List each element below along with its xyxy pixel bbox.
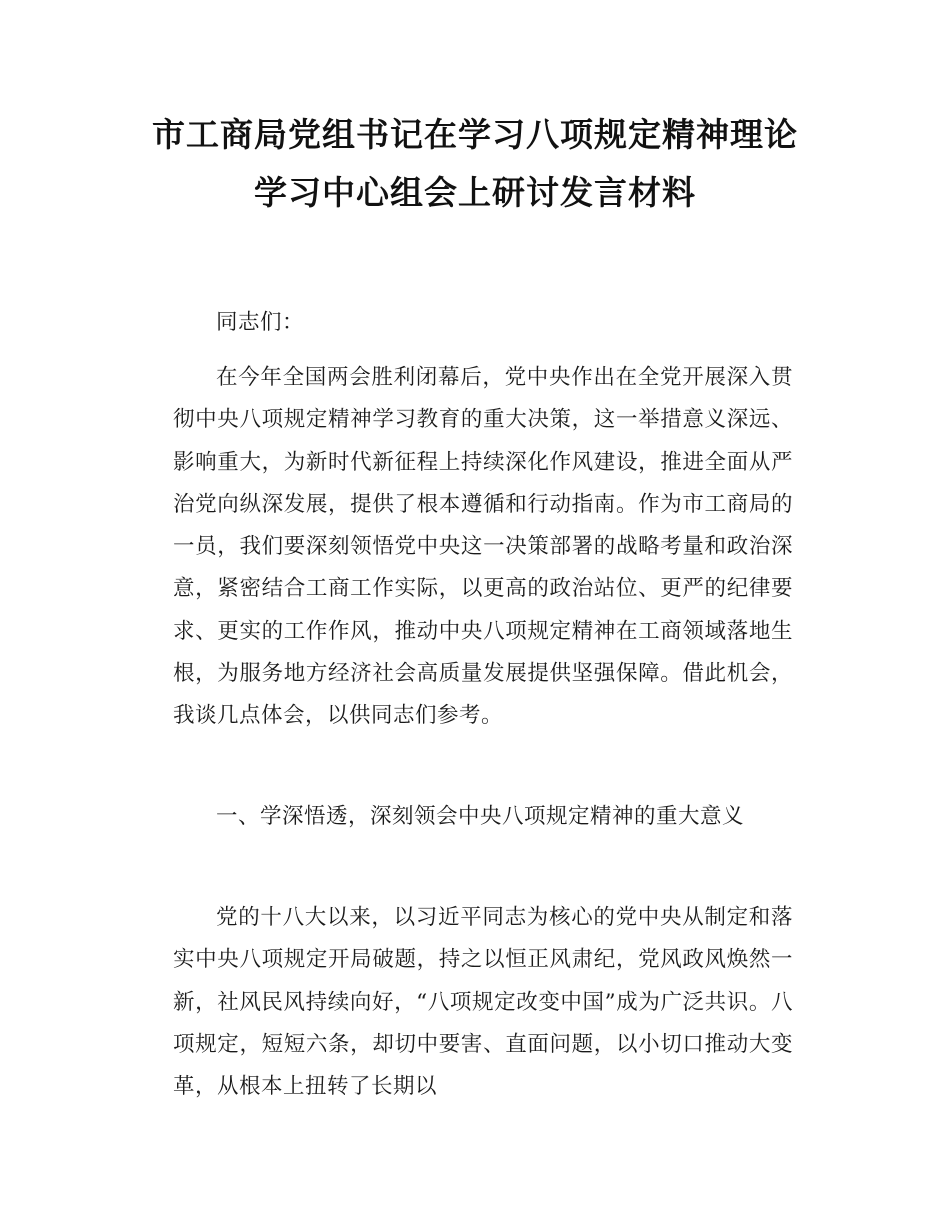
- greeting: 同志们：: [216, 310, 305, 335]
- paragraph-intro: 在今年全国两会胜利闭幕后，党中央作出在全党开展深入贯彻中央八项规定精神学习教育的重大决策，这一举措意义深远、影响重大，为新时代新征程上持续深化作风建设，推进全面从严治党向纵深发展，提供了根本遵循和行动指南。作为市工商局的一员，我们要深刻领悟党中央这一决策部署的战略考量和政治深意，紧密结合工商工作实际，以更高的政治站位、更严的纪律要求、更实的工作作风，推动中央八项规定精神在工商领域落地生根，为服务地方经济社会高质量发展提供坚强保障。借此机会，我谈几点体会，以供同志们参考。: [173, 365, 793, 729]
- document-title-line-2: 学习中心组会上研讨发言材料: [254, 173, 696, 212]
- document-title-line-1: 市工商局党组书记在学习八项规定精神理论: [152, 115, 798, 154]
- section-heading-1: 一、学深悟透，深刻领会中央八项规定精神的重大意义: [216, 804, 745, 829]
- paragraph-section-1: 党的十八大以来，以习近平同志为核心的党中央从制定和落实中央八项规定开局破题，持之以恒正风肃纪，党风政风焕然一新，社风民风持续向好，“八项规定改变中国”成为广泛共识。八项规定，短短六条，却切中要害、直面问题，以小切口推动大变革，从根本上扭转了长期以: [173, 905, 793, 1100]
